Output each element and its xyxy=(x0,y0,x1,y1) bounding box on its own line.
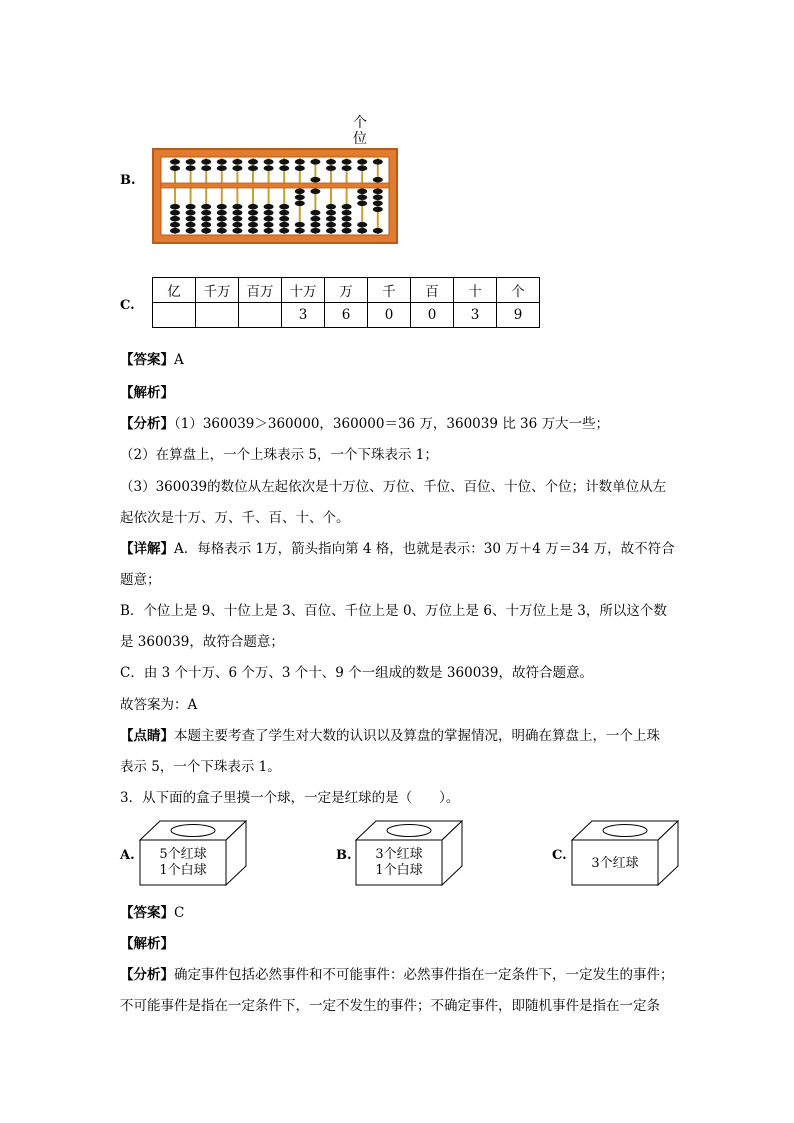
abacus-bead xyxy=(201,210,211,216)
value-cell: 6 xyxy=(325,303,368,328)
abacus-bead xyxy=(170,216,180,222)
abacus-bead xyxy=(295,222,305,228)
abacus-bead xyxy=(186,216,196,222)
q2-detail-1b: 题意； xyxy=(120,572,161,588)
abacus-bead xyxy=(264,204,274,210)
q3-analysis-1: 【分析】确定事件包括必然事件和不可能事件：必然事件指在一定条件下，一定发生的事件； xyxy=(120,967,674,983)
box-a-label: A. xyxy=(120,848,135,863)
option-b-label: B. xyxy=(120,173,136,188)
ones-place-label: 个 位 xyxy=(353,115,367,147)
box-c-label: C. xyxy=(552,848,567,863)
abacus-bead xyxy=(264,159,274,165)
abacus-bead xyxy=(264,228,274,234)
abacus-bead xyxy=(170,210,180,216)
abacus-bead xyxy=(264,165,274,171)
abacus-bead xyxy=(373,195,383,201)
abacus-bead xyxy=(201,165,211,171)
abacus-bead xyxy=(326,222,336,228)
header-cell: 十 xyxy=(454,278,497,303)
q3-analysis-heading: 【解析】 xyxy=(120,936,174,952)
abacus-bead xyxy=(248,159,258,165)
abacus-bead xyxy=(310,177,320,183)
abacus-bead xyxy=(357,222,367,228)
abacus-bead xyxy=(201,159,211,165)
q2-detail-2b: 是 360039，故符合题意； xyxy=(120,634,284,650)
abacus-bead xyxy=(248,228,258,234)
q3-analysis-2: 不可能事件是指在一定条件下，一定不发生的事件；不确定事件，即随机事件是指在一定条 xyxy=(120,998,660,1014)
abacus-bead xyxy=(232,216,242,222)
box-c xyxy=(570,818,680,888)
abacus-bead xyxy=(342,228,352,234)
header-cell: 十万 xyxy=(282,278,325,303)
abacus-bead xyxy=(342,210,352,216)
value-cell: 0 xyxy=(411,303,454,328)
abacus-bead xyxy=(357,201,367,207)
abacus-bead xyxy=(279,159,289,165)
abacus-bead xyxy=(295,195,305,201)
abacus-bead xyxy=(170,222,180,228)
option-c-label: C. xyxy=(120,298,135,313)
abacus-bead xyxy=(342,159,352,165)
abacus-bead xyxy=(201,216,211,222)
abacus-bead xyxy=(217,222,227,228)
abacus-bead xyxy=(232,228,242,234)
abacus-bead xyxy=(342,165,352,171)
abacus-bead xyxy=(279,165,289,171)
abacus-bead xyxy=(295,201,305,207)
abacus-bead xyxy=(248,216,258,222)
abacus-bead xyxy=(357,165,367,171)
abacus-bead xyxy=(170,228,180,234)
header-cell: 千 xyxy=(368,278,411,303)
abacus-bead xyxy=(279,216,289,222)
q2-analysis-3a: （3）360039的数位从左起依次是十万位、万位、千位、百位、十位、个位；计数单位从左 xyxy=(120,479,667,495)
abacus-bead xyxy=(248,204,258,210)
q2-comment-1: 【点睛】本题主要考查了学生对大数的认识以及算盘的掌握情况，明确在算盘上，一个上珠 xyxy=(120,728,660,744)
abacus-bead xyxy=(217,165,227,171)
value-cell: 3 xyxy=(282,303,325,328)
abacus-bead xyxy=(201,228,211,234)
abacus-bead xyxy=(186,228,196,234)
abacus-bead xyxy=(373,207,383,213)
abacus-bead xyxy=(170,204,180,210)
abacus-bead xyxy=(373,189,383,195)
abacus xyxy=(152,148,398,244)
abacus-bead xyxy=(186,222,196,228)
abacus-bead xyxy=(264,210,274,216)
abacus-bead xyxy=(326,210,336,216)
abacus-bead xyxy=(186,210,196,216)
abacus-bead xyxy=(248,210,258,216)
q2-detail-3: C．由 3 个十万、6 个万、3 个十、9 个一组成的数是 360039，故符合题意。 xyxy=(120,665,593,681)
abacus-bead xyxy=(295,228,305,234)
q2-answer: 【答案】A xyxy=(120,352,184,368)
abacus-bead xyxy=(373,159,383,165)
abacus-bead xyxy=(201,204,211,210)
abacus-bead xyxy=(373,228,383,234)
abacus-bead xyxy=(357,189,367,195)
abacus-bead xyxy=(310,222,320,228)
value-cell xyxy=(196,303,239,328)
header-cell: 亿 xyxy=(153,278,196,303)
abacus-bead xyxy=(170,165,180,171)
abacus-bead xyxy=(326,228,336,234)
abacus-bead xyxy=(248,222,258,228)
abacus-bead xyxy=(279,228,289,234)
abacus-bead xyxy=(342,204,352,210)
abacus-bead xyxy=(357,195,367,201)
abacus-bead xyxy=(310,216,320,222)
abacus-bead xyxy=(373,177,383,183)
q2-detail-1a: 【详解】A．每格表示 1万，箭头指向第 4 格，也就是表示：30 万＋4 万＝34 万，故不符合 xyxy=(120,541,675,557)
abacus-bead xyxy=(217,216,227,222)
box-b-label: B. xyxy=(336,848,352,863)
abacus-bead xyxy=(357,159,367,165)
abacus-bead xyxy=(201,222,211,228)
abacus-bead xyxy=(248,165,258,171)
header-cell: 千万 xyxy=(196,278,239,303)
abacus-bead xyxy=(279,210,289,216)
abacus-bead xyxy=(342,222,352,228)
abacus-beam xyxy=(161,183,389,188)
value-cell: 0 xyxy=(368,303,411,328)
q3-question: 3．从下面的盒子里摸一个球，一定是红球的是（ ）。 xyxy=(120,790,460,806)
abacus-bead xyxy=(357,228,367,234)
abacus-bead xyxy=(310,189,320,195)
abacus-bead xyxy=(310,159,320,165)
abacus-bead xyxy=(342,216,352,222)
abacus-bead xyxy=(264,216,274,222)
abacus-bead xyxy=(279,222,289,228)
q2-analysis-1: 【分析】（1）360039＞360000，360000＝36 万，360039 比 36 万大一些； xyxy=(120,416,609,432)
abacus-bead xyxy=(373,201,383,207)
abacus-bead xyxy=(186,159,196,165)
q2-analysis-3b: 起依次是十万、万、千、百、十、个。 xyxy=(120,510,350,526)
abacus-bead xyxy=(310,228,320,234)
value-cell: 9 xyxy=(497,303,540,328)
abacus-bead xyxy=(232,204,242,210)
abacus-bead xyxy=(232,222,242,228)
place-value-table xyxy=(152,277,540,328)
abacus-bead xyxy=(264,222,274,228)
table-row xyxy=(153,303,540,328)
abacus-bead xyxy=(295,159,305,165)
box-c-content: 3个红球 xyxy=(591,856,639,871)
abacus-bead xyxy=(326,159,336,165)
abacus-bead xyxy=(279,204,289,210)
value-cell: 3 xyxy=(454,303,497,328)
box-a-content: 5个红球 1个白球 xyxy=(159,847,207,878)
abacus-bead xyxy=(217,204,227,210)
abacus-bead xyxy=(326,165,336,171)
header-cell: 个 xyxy=(497,278,540,303)
q2-analysis-heading: 【解析】 xyxy=(120,385,174,401)
q2-detail-2a: B．个位上是 9、十位上是 3、百位、千位上是 0、万位上是 6、十万位上是 3，所以这个数 xyxy=(120,603,667,619)
header-cell: 百 xyxy=(411,278,454,303)
q3-answer: 【答案】C xyxy=(120,905,185,921)
abacus-bead xyxy=(186,204,196,210)
abacus-bead xyxy=(295,189,305,195)
table-row xyxy=(153,278,540,303)
abacus-bead xyxy=(217,210,227,216)
abacus-bead xyxy=(232,165,242,171)
value-cell xyxy=(153,303,196,328)
value-cell xyxy=(239,303,282,328)
abacus-bead xyxy=(326,216,336,222)
abacus-bead xyxy=(232,159,242,165)
abacus-bead xyxy=(310,210,320,216)
abacus-bead xyxy=(232,210,242,216)
abacus-bead xyxy=(217,228,227,234)
abacus-bead xyxy=(295,165,305,171)
header-cell: 百万 xyxy=(239,278,282,303)
abacus-bead xyxy=(326,204,336,210)
abacus-bead xyxy=(186,165,196,171)
q2-analysis-2: （2）在算盘上，一个上珠表示 5，一个下珠表示 1； xyxy=(120,447,438,463)
header-cell: 万 xyxy=(325,278,368,303)
box-b-content: 3个红球 1个白球 xyxy=(375,847,423,878)
q2-comment-2: 表示 5，一个下珠表示 1。 xyxy=(120,759,281,775)
q2-final-answer: 故答案为：A xyxy=(120,697,198,713)
abacus-bead xyxy=(217,159,227,165)
abacus-bead xyxy=(170,159,180,165)
